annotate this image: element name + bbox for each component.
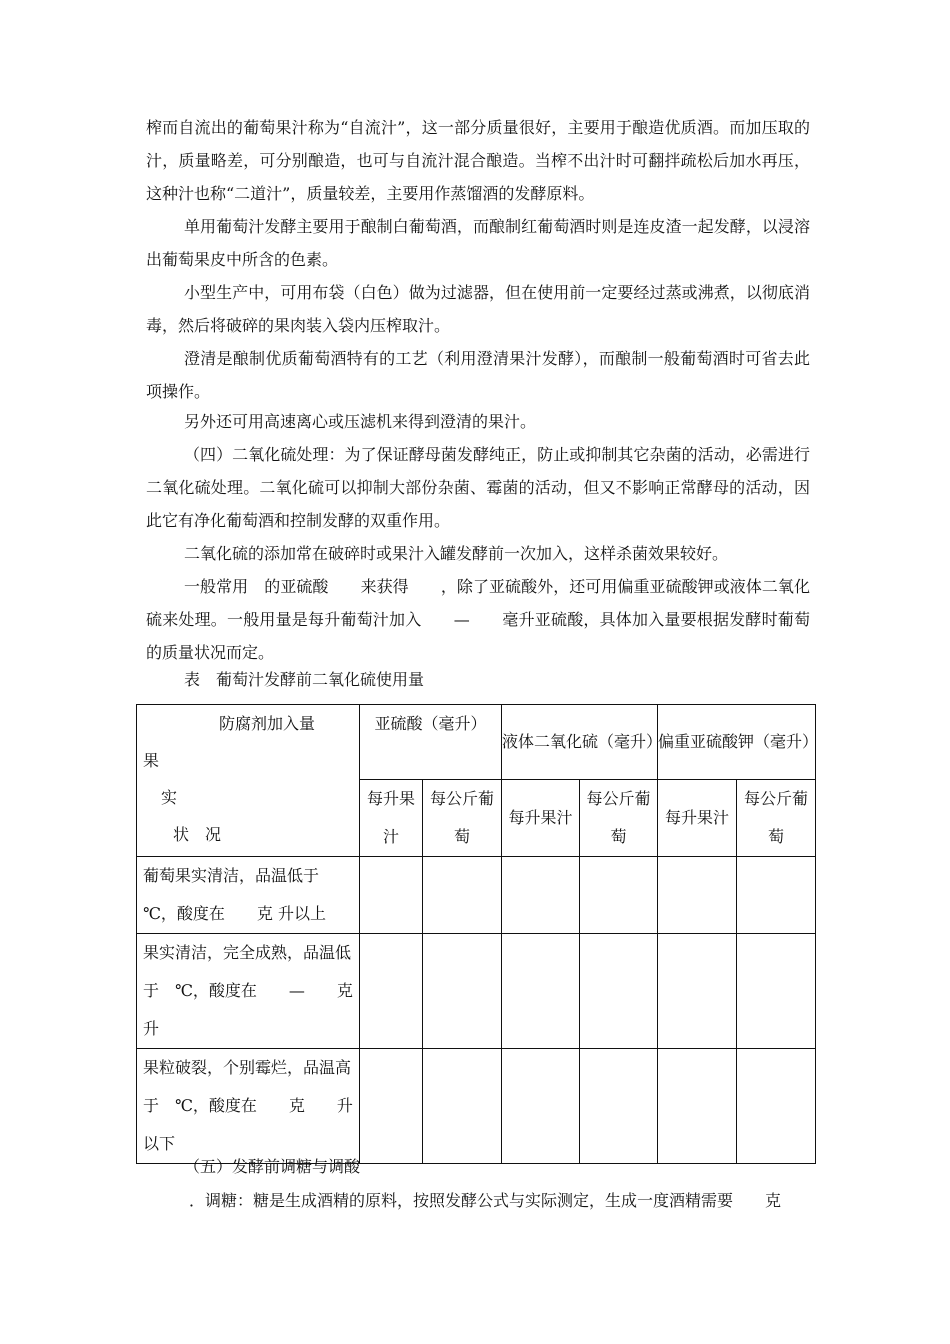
subheader-per-kg-grape: 每公斤葡萄 [580,780,658,857]
paragraph-3: 小型生产中，可用布袋（白色）做为过滤器，但在使用前一定要经过蒸或沸煮，以彻底消毒，然后将破碎的果肉装入袋内压榨取汁。 [146,283,810,335]
group-header-liquid-so2: 液体二氧化硫（毫升） [502,705,658,780]
corner-label-shi: 实 [161,788,178,807]
subheader-per-kg-grape: 每公斤葡萄 [737,780,816,857]
row-label: 果粒破裂，个别霉烂，品温高于 ℃，酸度在 克 升以下 [137,1049,360,1164]
row-label: 葡萄果实清洁，品温低于 ℃，酸度在 克 升以上 [137,857,360,934]
paragraph-8: 一般常用 的亚硫酸 来获得 ，除了亚硫酸外，还可用偏重亚硫酸钾或液体二氧化硫来处理。一般用量是每升葡萄汁加入 — 毫升亚硫酸，具体加入量要根据发酵时葡萄的质量状况而定。 [146,577,810,662]
table-row [137,857,816,934]
corner-label-fruit: 果 [143,751,160,770]
table-row [137,1049,816,1164]
paragraph-1: 榨而自流出的葡萄果汁称为“自流汁”，这一部分质量很好，主要用于酿造优质酒。而加压取的汁，质量略差，可分别酿造，也可与自流汁混合酿造。当榨不出汁时可翻拌疏松后加水再压，这种汁也称“二道汁”，质量较差，主要用作蒸馏酒的发酵原料。 [146,118,810,203]
table-corner-header [137,705,360,857]
table-row [137,934,816,1049]
paragraph-7: 二氧化硫的添加常在破碎时或果汁入罐发酵前一次加入，这样杀菌效果较好。 [184,544,729,563]
subheader-per-liter-juice: 每升果汁 [658,780,737,857]
paragraph-sugar: ．调糖：糖是生成酒精的原料，按照发酵公式与实际测定，生成一度酒精需要 克 [189,1191,782,1210]
paragraph-5: 另外还可用高速离心或压滤机来得到澄清的果汁。 [184,412,537,431]
subheader-per-liter-juice: 每升果汁 [360,780,423,857]
corner-label-condition: 状 况 [173,825,222,844]
row-label: 果实清洁，完全成熟，品温低于 ℃，酸度在 — 克 升 [137,934,360,1049]
paragraph-4: 澄清是酿制优质葡萄酒特有的工艺（利用澄清果汁发酵），而酿制一般葡萄酒时可省去此项操作。 [146,349,810,401]
paragraph-6: （四）二氧化硫处理：为了保证酵母菌发酵纯正，防止或抑制其它杂菌的活动，必需进行二氧化硫处理。二氧化硫可以抑制大部份杂菌、霉菌的活动，但又不影响正常酵母的活动，因此它有净化葡萄酒和控制发酵的双重作用。 [146,445,810,530]
corner-label-additive: 防腐剂加入量 [219,714,316,733]
subheader-per-kg-grape: 每公斤葡萄 [423,780,502,857]
group-header-sulfurous-acid: 亚硫酸（毫升） [360,705,502,780]
paragraph-2: 单用葡萄汁发酵主要用于酿制白葡萄酒，而酿制红葡萄酒时则是连皮渣一起发酵，以浸溶出葡萄果皮中所含的色素。 [146,217,810,269]
section-heading: （五）发酵前调糖与调酸 [184,1157,361,1176]
group-header-potassium-metabisulfite: 偏重亚硫酸钾（毫升） [658,705,816,780]
table-caption: 表 葡萄汁发酵前二氧化硫使用量 [184,670,425,689]
subheader-per-liter-juice: 每升果汁 [502,780,580,857]
so2-usage-table [136,704,819,1164]
